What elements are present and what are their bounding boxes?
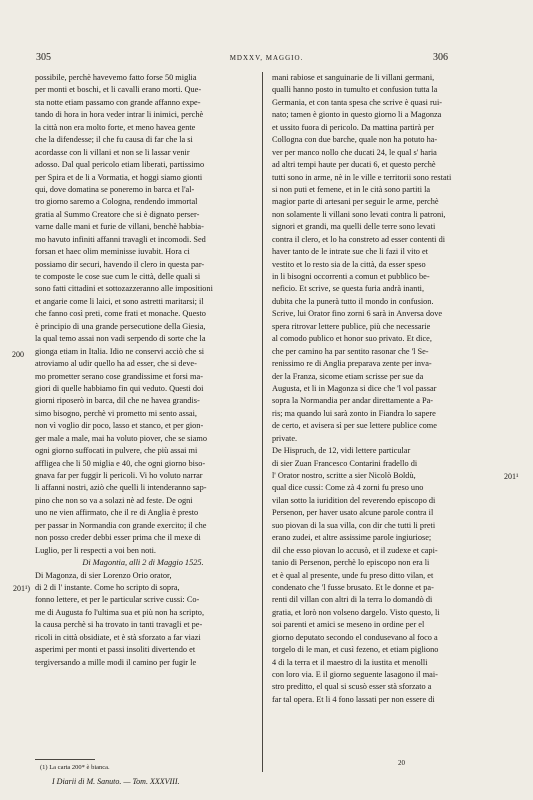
text-line: private. xyxy=(272,433,298,443)
text-line: qual dice cussi: Come zà 4 zorni fu preso uno xyxy=(272,483,424,493)
text-line: tutti sono in arme, nè in le ville e territorii sono restati xyxy=(272,172,452,182)
text-line: uno ne vien affirmato, che il re di Anglia è presto xyxy=(35,508,199,518)
text-line: qui, dove domatina se poneremo in barca et l'al- xyxy=(35,184,195,194)
text-line: giorni riposerò in barca, dil che ne havea grandis- xyxy=(35,396,200,406)
text-line: asperimi per monti et passi insoliti divertendo et xyxy=(35,645,196,655)
text-line: affligea che li 50 miglia e 40, che ogni giorno biso- xyxy=(35,458,206,468)
text-line: non vì voglio dir poco, lasso et stanco, et per gion- xyxy=(35,421,204,431)
text-line: che per camino ha par sentito rasonar che 'l Se- xyxy=(272,346,429,356)
text-line: haver tanto de le intrate sue che li fazi il vito et xyxy=(272,247,428,257)
text-line: gnava far per fuggir li pericoli. Vi ho voluto narrar xyxy=(35,471,203,480)
text-line: 4 di la terra et il maestro di la iustita et menolli xyxy=(272,657,428,667)
text-line: giori di quelle habbiamo fin qui veduto. Questi doi xyxy=(35,383,204,393)
text-line: in li bisogni occorrenti a comun et pubblico be- xyxy=(272,272,430,281)
text-line: varne dalle mani et furie de villani, benchè habbia- xyxy=(35,222,204,232)
text-line: per Spira et de li a Vormatia, et hoggi siamo gionti xyxy=(35,172,203,182)
text-line: et angarie come li laici, et sono astretti maritarsi; il xyxy=(35,296,204,306)
text-line: si non puti et femene, et in le cità sono partiti la xyxy=(272,184,431,194)
text-line: Scrive, lui Orator fino zorni 6 sarà in Anversa dove xyxy=(272,309,443,319)
text-line: der la Franza, sicome etiam scrisse per sue da xyxy=(272,371,424,381)
text-line: signori et grandi, ma quelli delle terre sono levati xyxy=(272,222,436,232)
text-line: Augusta, et li in Magonza si dice che 'l vol passar xyxy=(272,383,437,393)
text-line: vilan sotto la iuridition del reverendo episcopo di xyxy=(272,495,436,505)
left-column xyxy=(35,72,251,669)
text-line: nato; tamen è gionto in questo giorno li a Magonza xyxy=(272,110,442,120)
text-line: acordasse con li villani et non se li lassar venir xyxy=(35,147,190,157)
text-line: giorno deputato secondo el condusevano al foco a xyxy=(272,632,438,642)
text-line: Collogna con due barche, quale non ha potuto ha- xyxy=(272,135,438,145)
text-line: et ussito fuora di pericolo. Da mattina partirà per xyxy=(272,122,434,132)
text-line: tergiversando a mille modi il camino per fugir le xyxy=(35,657,197,667)
text-line: la causa perchè si ha trovato in tanti travagli et pe- xyxy=(35,620,203,630)
text-line: possibile, perchè havevemo fatto forse 50 miglia xyxy=(35,73,197,82)
text-line: vestito et lo resto sia de la città, da esser speso xyxy=(272,259,426,269)
text-line: adosso. Dal qual pericolo etiam liberati, partissimo xyxy=(35,160,205,170)
text-line: te composte le cose sue cum le città, delle quali si xyxy=(35,272,201,281)
signature-mark: 20 xyxy=(398,759,405,767)
text-line: tanio di Persenon, perchè lo episcopo non era li xyxy=(272,558,430,568)
text-line: la città non era molto forte, et meno havea gente xyxy=(35,122,196,132)
footnote: (1) La carta 200* è bianca. xyxy=(40,764,110,771)
text-line: per passar in Normandia con grande exercito; il che xyxy=(35,520,207,530)
page-number-left: 305 xyxy=(36,52,51,63)
text-line: l' Orator nostro, scritte a sier Nicolò Boldù, xyxy=(272,471,416,480)
text-line: De Hispruch, de 12, vidi lettere particular xyxy=(272,446,411,456)
text-line: suo piovan di la sua villa, con dir che tutti li preti xyxy=(272,520,436,530)
text-line: di 2 di l' instante. Come ho scripto di sopra, xyxy=(35,582,180,592)
text-line: li affanni nostri, aziò che quelli li intenderanno sap- xyxy=(35,483,207,493)
text-line: pino che non so va a solazi nè ad feste. De ogni xyxy=(35,495,193,505)
text-line: ogni giorno suffocati in pulvere, che più assai mi xyxy=(35,446,198,456)
text-line: è principio di una grande persecutione della Giesia, xyxy=(35,321,206,331)
text-line: far tal opera. Et li 4 fono lassati per non essere di xyxy=(272,694,435,704)
text-line: gionga etiam in Italia. Idio ne conservi acciò che si xyxy=(35,346,205,356)
text-line: tro giorno saremo a Cologna, rendendo immortal xyxy=(35,197,198,207)
margin-note-201-right: 201¹ xyxy=(504,472,519,481)
text-line: Persenon, per haver usato alcune parole contra il xyxy=(272,508,434,518)
text-line: mani rabiose et sanguinarie de li villani germani, xyxy=(272,73,435,82)
text-line: atroviamo al udir quello ha ad esser, che si deve- xyxy=(35,359,197,369)
text-line: mo prometter serano cose grandissime et forsi ma- xyxy=(35,371,203,381)
text-line: ricoli in città obsidiate, et è stà sforzato a far viazi xyxy=(35,632,201,642)
text-line: Luglio, per li respecti a voi ben noti. xyxy=(35,545,156,555)
text-line: forsan et haec olim meminisse iuvabit. Hora ci xyxy=(35,247,190,257)
text-line: per monti et boschi, et li cavalli erano morti. Que- xyxy=(35,85,202,95)
text-line: ad altri tempi haute per ducati 6, et questo perchè xyxy=(272,160,436,170)
text-line: erano zudei, et altre assissime parole ingiuriose; xyxy=(272,533,432,543)
text-line: non posso creder debbi esser prima che il mexe di xyxy=(35,533,201,543)
text-line: et è qual al presente, unde fu preso ditto vilan, et xyxy=(272,570,434,580)
column-divider xyxy=(262,72,263,772)
text-line: renissimo re di Anglia preparava zente per inva- xyxy=(272,359,432,369)
text-line: sono fatti cittadini et sottozazzeranno alle impositioni xyxy=(35,284,213,294)
text-line: gratia, et lorò non volseno dargelo. Visto questo, li xyxy=(272,607,440,617)
text-line: de certo, et avisera sì per sue lettere publice come xyxy=(272,421,437,431)
text-line: che la difendesse; il che fu causa di far che la si xyxy=(35,135,193,145)
footer-title: I Diarii di M. Sanuto. — Tom. XXXVIII. xyxy=(52,777,180,786)
text-line: di sier Zuan Francesco Contarini fradello di xyxy=(272,458,418,468)
text-line: tando di hora in hora veder intrar li inimici, perchè xyxy=(35,110,204,120)
text-line: soi parenti et amici se meseno in ordine per el xyxy=(272,620,425,630)
text-line: sopra la Normandia per andar direttamente a Pa- xyxy=(272,396,434,406)
text-line: Di Magontia, alli 2 di Maggio 1525. xyxy=(82,558,204,568)
text-line: ger male a male, mai ha voluto piover, che se siamo xyxy=(35,433,207,443)
footnote-rule xyxy=(35,759,95,760)
page-header xyxy=(0,52,533,68)
text-line: qualli hanno posto in tumulto et confusion tutta la xyxy=(272,85,438,95)
text-line: stro preditto, el qual si scusò esser stà sforzato a xyxy=(272,682,432,692)
text-line: la qual temo assai non vadi serpendo di sorte che la xyxy=(35,334,206,344)
text-line: gratia al Summo Creatore che si è dignato perser- xyxy=(35,209,200,219)
text-line: dil che esso piovan lo accusò, et il zudexe et capi- xyxy=(272,545,438,555)
text-line: possiamo dir securi, havendo il clero in questa par- xyxy=(35,259,205,269)
text-line: renti dil villan con altri di la terra lo domandò di xyxy=(272,595,433,605)
text-line: mo havuto infiniti affanni travagli et incomodi. Sed xyxy=(35,234,206,244)
text-line: dubita che la punerà tutto il mondo in confusion. xyxy=(272,296,434,306)
text-line: ver per manco nollo che ducati 24, le qual s' haria xyxy=(272,147,437,157)
text-line: non solamente li villani sono levati contra li patroni, xyxy=(272,209,446,219)
text-line: fonno lettere, et per le particular scrive cussi: Co- xyxy=(35,595,200,605)
text-line: simo bisogno, perchè vi prometto mi sento assai, xyxy=(35,408,197,418)
text-line: condenato che 'l fusse brusato. Et le donne et pa- xyxy=(272,582,434,592)
text-line: sta notte etiam passamo con grande affanno expe- xyxy=(35,97,201,107)
margin-note-200: 200 xyxy=(12,350,24,359)
margin-note-201-left: 201¹) xyxy=(13,584,31,593)
text-line: con loro via. E il giorno seguente lasagono il mai- xyxy=(272,670,438,679)
page-number-right: 306 xyxy=(433,52,448,63)
right-column xyxy=(272,72,492,706)
text-line: contra il clero, et lo ha constreto ad esser contenti di xyxy=(272,234,446,244)
text-line: me di Augusta fo l'ultima sua et più non ha scripto, xyxy=(35,607,205,617)
text-line: Germania, et con tanta spesa che scrive è quasi rui- xyxy=(272,97,443,107)
text-line: Di Magonza, di sier Lorenzo Orio orator, xyxy=(35,570,172,580)
text-line: neficio. Et scrive, se questa furia andrà inanti, xyxy=(272,284,425,294)
text-line: al comodo publico et honor suo privato. Et dice, xyxy=(272,334,432,344)
text-line: spera ritrovar lettere publice, più che necessarie xyxy=(272,321,431,331)
text-line: magior parte di artesani per seguir le arme, perchè xyxy=(272,197,439,207)
running-head: MDXXV, MAGGIO. xyxy=(229,54,304,62)
text-line: torgelo di le man, et cusì fezeno, et etiam pigliono xyxy=(272,645,439,655)
text-line: che fanno così preti, come frati et monache. Questo xyxy=(35,309,206,319)
text-line: ris; ma quando lui sarà zonto in Fiandra lo sapere xyxy=(272,408,436,418)
